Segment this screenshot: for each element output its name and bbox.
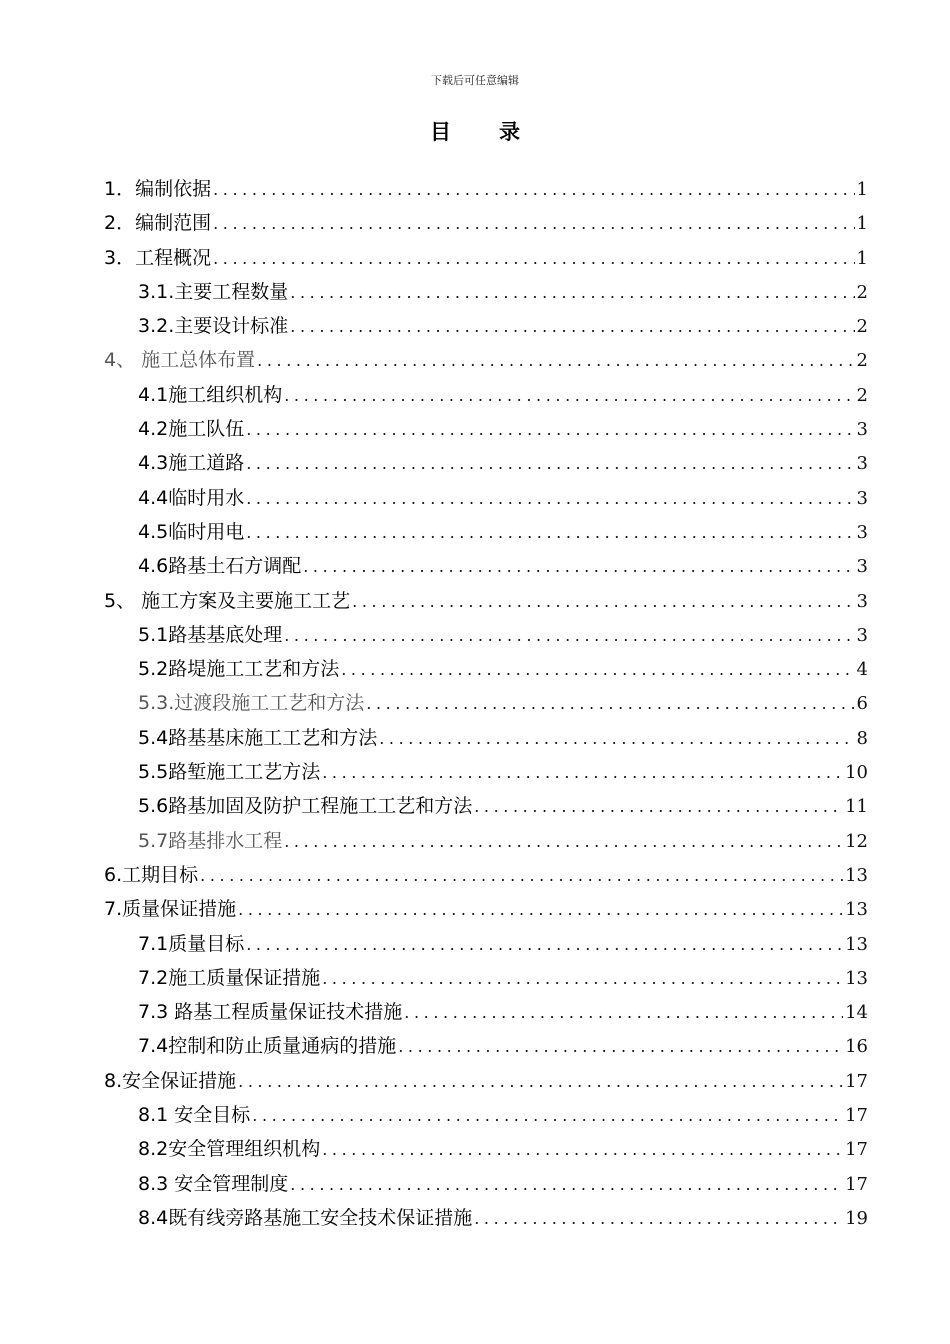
toc-entry-label: 5.7路基排水工程	[138, 829, 283, 852]
toc-entry-page-number: 2	[856, 281, 868, 303]
toc-entry-label: 4.5临时用电	[138, 520, 245, 543]
toc-dot-leader	[282, 379, 854, 412]
toc-entry-label: 5、 施工方案及主要施工工艺	[104, 589, 351, 612]
toc-dot-leader	[244, 516, 854, 549]
toc-entry-page-number: 14	[845, 1002, 868, 1024]
toc-entry-label: 8.4既有线旁路基施工安全技术保证措施	[138, 1206, 473, 1229]
toc-dot-leader	[244, 482, 854, 515]
toc-entry-page-number: 17	[845, 1139, 868, 1161]
toc-entry-page-number: 2	[856, 316, 868, 338]
toc-entry-page-number: 13	[845, 899, 868, 921]
toc-dot-leader	[211, 173, 854, 206]
toc-entry-page-number: 13	[845, 933, 868, 955]
toc-entry-label: 5.1路基基底处理	[138, 623, 283, 646]
toc-entry[interactable]	[104, 686, 868, 720]
toc-entry-page-number: 1	[856, 213, 868, 235]
toc-entry-page-number: 3	[856, 453, 868, 475]
toc-entry-label: 8.1 安全目标	[138, 1104, 251, 1127]
toc-entry-label: 8.2安全管理组织机构	[138, 1138, 321, 1161]
toc-entry[interactable]	[104, 892, 868, 926]
toc-entry-label: 8.安全保证措施	[104, 1069, 237, 1092]
toc-dot-leader	[198, 859, 843, 892]
toc-entry[interactable]	[104, 1064, 868, 1098]
toc-entry[interactable]	[104, 378, 868, 412]
toc-entry-page-number: 13	[845, 967, 868, 989]
toc-entry-page-number: 1	[856, 179, 868, 200]
toc-entry[interactable]	[104, 995, 868, 1029]
toc-entry[interactable]	[104, 858, 868, 892]
toc-entry-label: 7.1质量目标	[138, 932, 245, 955]
page-header-note: 下载后可任意编辑	[431, 74, 519, 87]
toc-entry[interactable]	[104, 549, 868, 583]
toc-dot-leader	[211, 207, 854, 240]
toc-entry-page-number: 3	[856, 590, 868, 612]
toc-entry[interactable]	[104, 789, 868, 823]
toc-entry-label: 5.3.过渡段施工工艺和方法	[138, 692, 365, 715]
toc-entry-page-number: 11	[845, 796, 868, 818]
toc-entry-label: 7.4控制和防止质量通病的措施	[138, 1035, 397, 1058]
toc-dot-leader	[320, 1133, 843, 1166]
toc-entry[interactable]	[104, 481, 868, 515]
toc-dot-leader	[396, 1030, 843, 1063]
toc-entry-page-number: 19	[845, 1207, 868, 1229]
toc-entry[interactable]	[104, 584, 868, 618]
toc-entry-label: 4.2施工队伍	[138, 418, 245, 441]
toc-entry[interactable]	[104, 1098, 868, 1132]
toc-entry-label: 5.4路基基床施工工艺和方法	[138, 726, 378, 749]
toc-entry-label: 5.5路堑施工工艺方法	[138, 761, 321, 784]
toc-entry-label: 3．工程概况	[104, 246, 212, 269]
toc-entry[interactable]	[104, 927, 868, 961]
toc-dot-leader	[320, 962, 843, 995]
toc-entry[interactable]	[104, 824, 868, 858]
toc-entry[interactable]	[104, 172, 868, 206]
toc-entry[interactable]	[104, 1132, 868, 1166]
toc-entry[interactable]	[104, 206, 868, 240]
toc-entry-page-number: 3	[856, 487, 868, 509]
toc-entry-page-number: 17	[845, 1105, 868, 1127]
toc-entry-page-number: 13	[845, 864, 868, 886]
toc-entry-page-number: 3	[856, 521, 868, 543]
toc-entry-page-number: 3	[856, 624, 868, 646]
toc-entry-page-number: 10	[845, 762, 868, 784]
toc-entry[interactable]	[104, 343, 868, 377]
table-of-contents	[104, 172, 868, 1235]
toc-entry-label: 2．编制范围	[104, 212, 212, 235]
toc-dot-leader	[320, 756, 843, 789]
toc-entry-label: 1．编制依据	[104, 178, 212, 200]
toc-dot-leader	[377, 722, 854, 755]
toc-dot-leader	[472, 790, 843, 823]
toc-entry-page-number: 3	[856, 419, 868, 441]
toc-entry-label: 5.2路堤施工工艺和方法	[138, 658, 340, 681]
toc-entry-label: 7.3 路基工程质量保证技术措施	[138, 1001, 403, 1024]
toc-dot-leader	[244, 447, 854, 480]
toc-entry-label: 5.6路基加固及防护工程施工工艺和方法	[138, 795, 473, 818]
toc-entry-label: 6.工期目标	[104, 863, 199, 886]
toc-entry-label: 4.4临时用水	[138, 486, 245, 509]
toc-dot-leader	[364, 687, 854, 720]
toc-entry-label: 3.1.主要工程数量	[138, 280, 289, 303]
toc-entry[interactable]	[104, 241, 868, 275]
toc-entry[interactable]	[104, 1201, 868, 1235]
toc-entry-label: 8.3 安全管理制度	[138, 1172, 289, 1195]
toc-dot-leader	[288, 1168, 843, 1201]
toc-entry[interactable]	[104, 275, 868, 309]
toc-entry-page-number: 17	[845, 1070, 868, 1092]
toc-entry-label: 7.质量保证措施	[104, 898, 237, 921]
toc-entry-page-number: 8	[856, 727, 868, 749]
toc-dot-leader	[282, 619, 854, 652]
toc-entry[interactable]	[104, 446, 868, 480]
toc-entry-label: 4.6路基土石方调配	[138, 555, 302, 578]
toc-dot-leader	[250, 1099, 843, 1132]
toc-entry-label: 4.1施工组织机构	[138, 383, 283, 406]
toc-entry-label: 3.2.主要设计标准	[138, 315, 289, 338]
toc-entry[interactable]	[104, 1029, 868, 1063]
toc-dot-leader	[236, 1065, 843, 1098]
toc-entry[interactable]	[104, 309, 868, 343]
toc-dot-leader	[288, 310, 854, 343]
toc-title: 目录	[430, 120, 568, 144]
toc-dot-leader	[472, 1202, 843, 1235]
toc-entry-page-number: 1	[856, 247, 868, 269]
toc-entry[interactable]	[104, 961, 868, 995]
toc-dot-leader	[402, 996, 843, 1029]
toc-dot-leader	[255, 344, 854, 377]
toc-dot-leader	[244, 413, 854, 446]
toc-dot-leader	[288, 276, 854, 309]
toc-entry-page-number: 4	[856, 659, 868, 681]
toc-entry[interactable]	[104, 721, 868, 755]
toc-entry[interactable]	[104, 618, 868, 652]
toc-entry-page-number: 12	[845, 830, 868, 852]
toc-entry-page-number: 16	[845, 1036, 868, 1058]
toc-entry-label: 4.3施工道路	[138, 452, 245, 475]
toc-entry-label: 4、 施工总体布置	[104, 349, 256, 372]
toc-entry-page-number: 3	[856, 556, 868, 578]
toc-dot-leader	[282, 825, 843, 858]
toc-dot-leader	[339, 653, 854, 686]
toc-dot-leader	[236, 893, 843, 926]
toc-entry-page-number: 2	[856, 350, 868, 372]
toc-dot-leader	[301, 550, 854, 583]
toc-entry[interactable]	[104, 755, 868, 789]
toc-dot-leader	[244, 928, 843, 961]
toc-entry-page-number: 6	[856, 693, 868, 715]
toc-entry[interactable]	[104, 515, 868, 549]
toc-entry-label: 7.2施工质量保证措施	[138, 966, 321, 989]
toc-entry[interactable]	[104, 1167, 868, 1201]
toc-entry[interactable]	[104, 412, 868, 446]
toc-entry-page-number: 17	[845, 1173, 868, 1195]
toc-dot-leader	[350, 585, 854, 618]
toc-entry-page-number: 2	[856, 384, 868, 406]
toc-dot-leader	[211, 242, 854, 275]
toc-entry[interactable]	[104, 652, 868, 686]
